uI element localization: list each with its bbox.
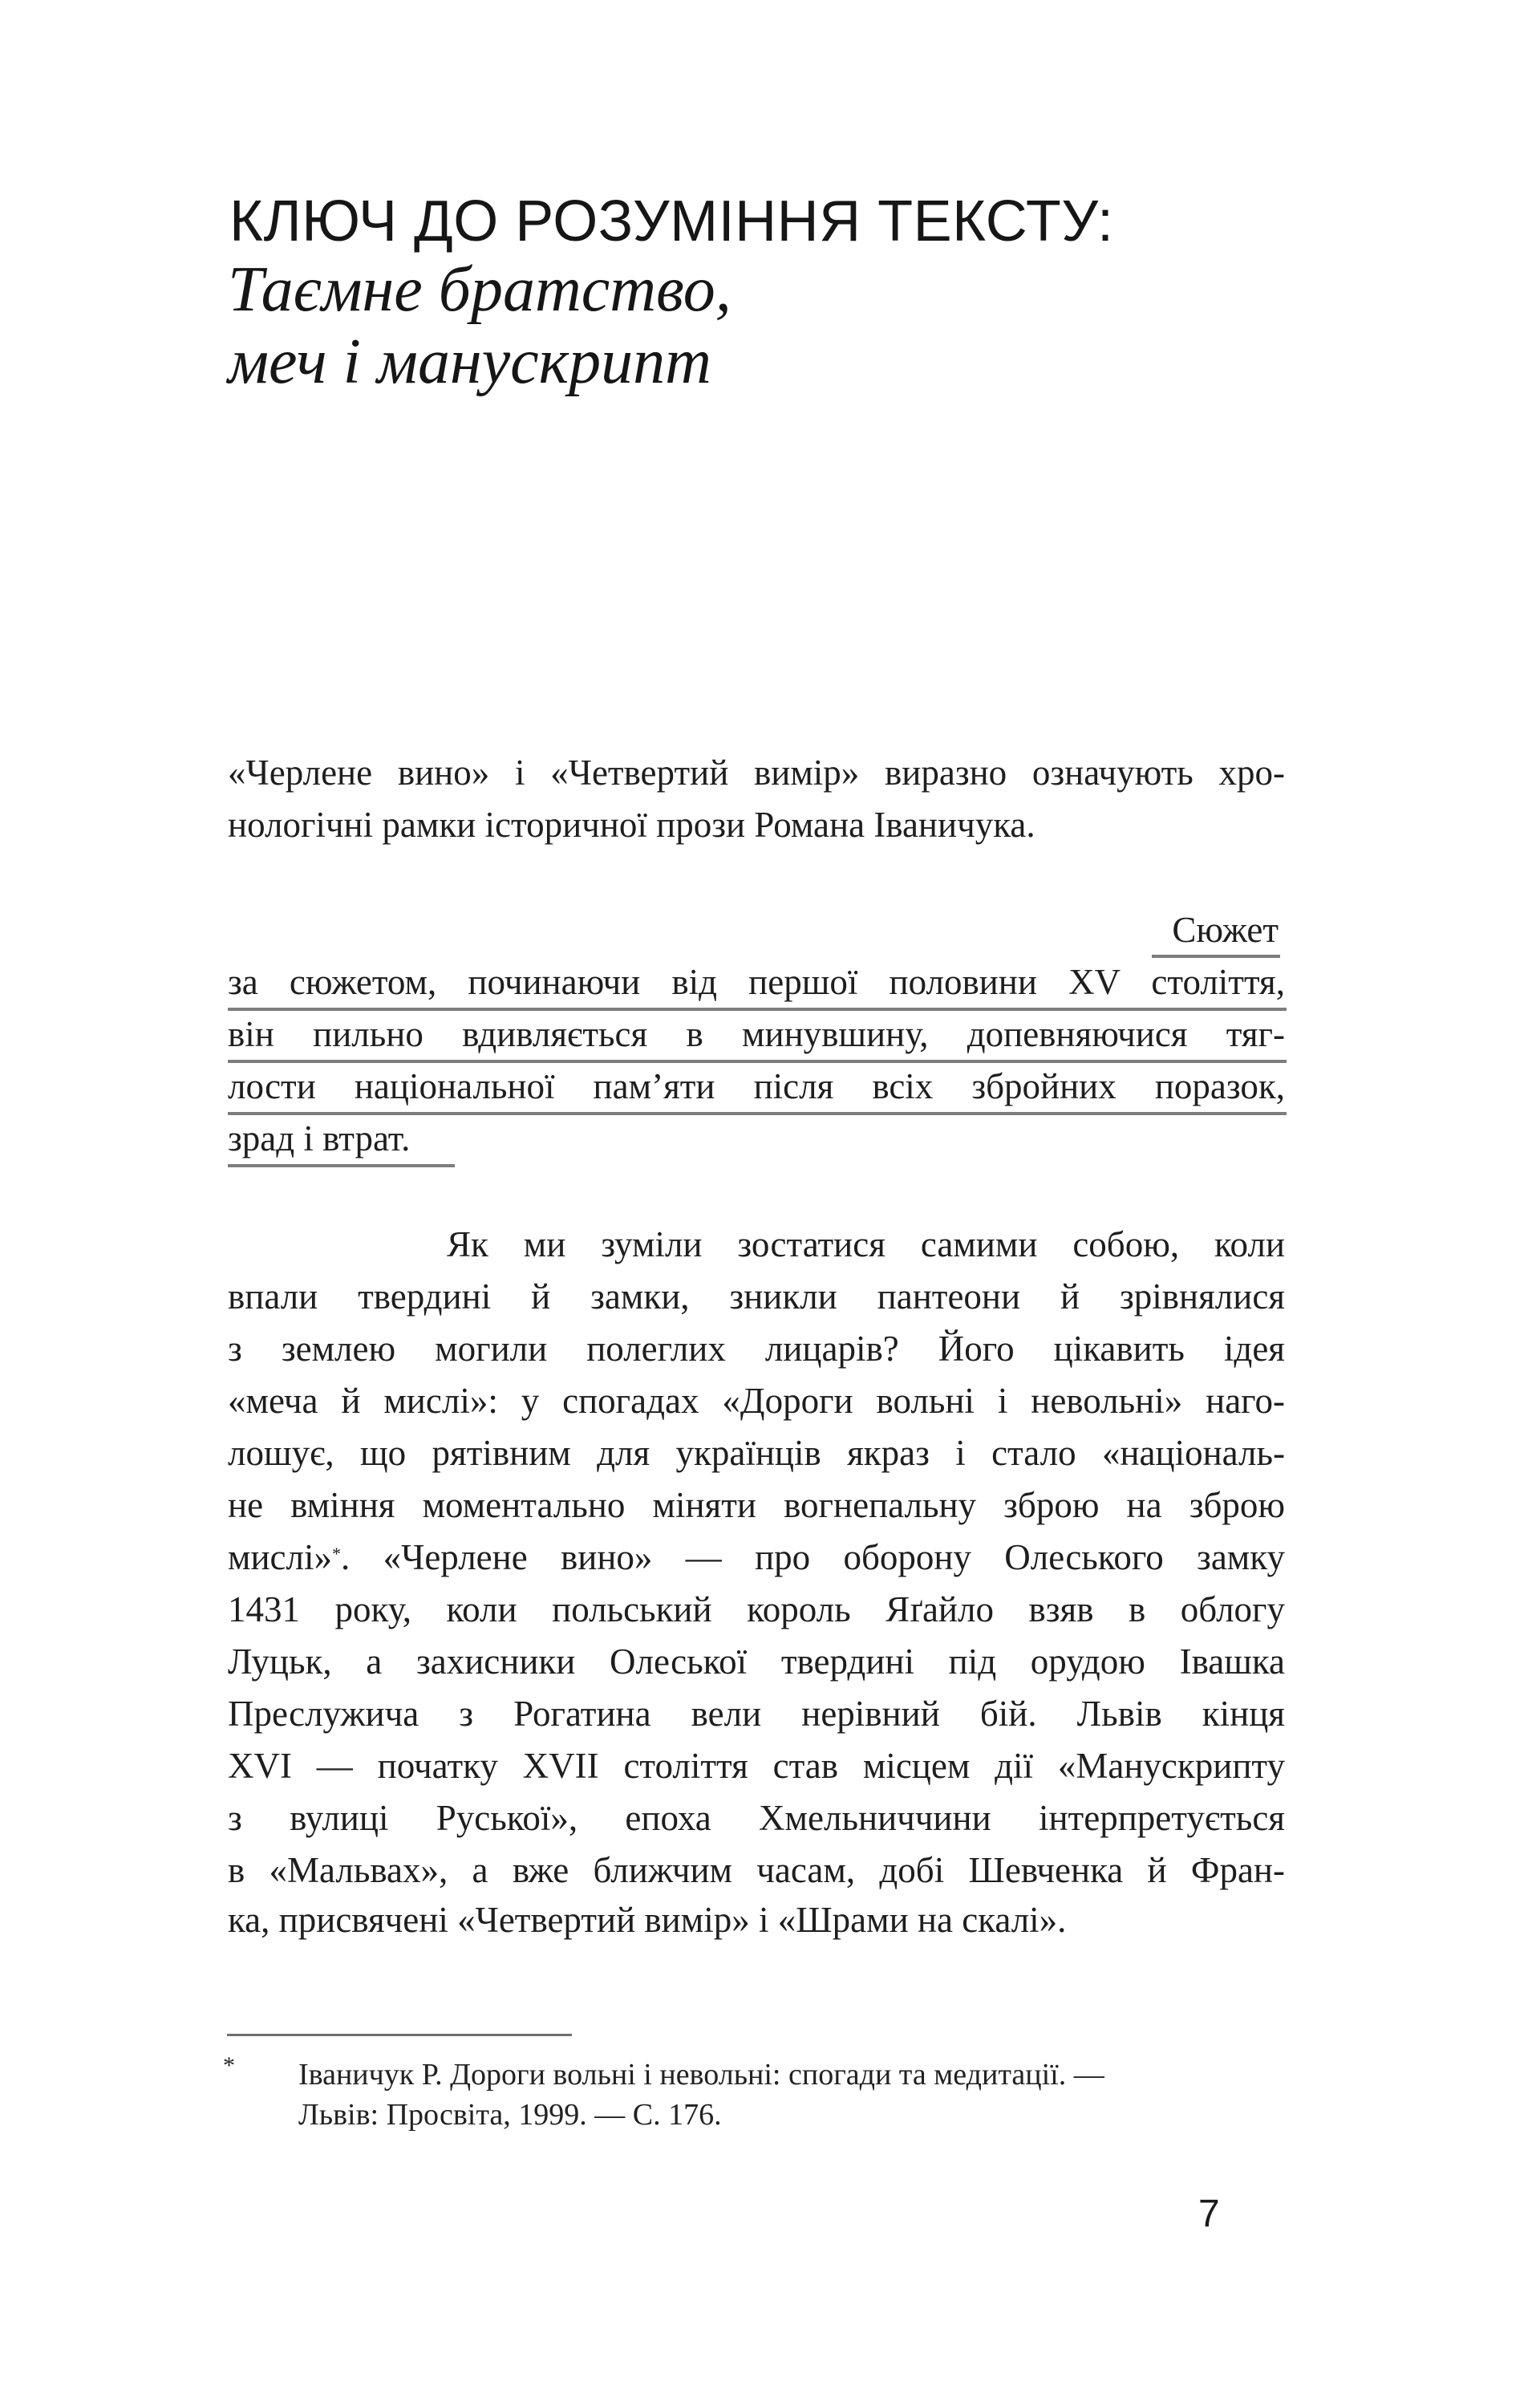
paragraph-3-line: XVI — початку XVII століття став місцем дії «Манускрипту <box>228 1746 1285 1786</box>
paragraph-3-line: Преслужича з Рогатина вели нерівний бій. Львів кінця <box>228 1694 1285 1734</box>
text-fragment: «Черлене вино» — про оборону Олеського замку <box>383 1537 1285 1577</box>
paragraph-1-line: «Черлене вино» і «Четвертий вимір» виразно означують хро- <box>228 753 1285 793</box>
footnote-text-line: Іваничук Р. Дороги вольні і невольні: спогади та медитації. — <box>298 2058 1104 2092</box>
paragraph-2-line: за сюжетом, починаючи від першої половини XV століття, <box>228 962 1285 1002</box>
footnote-marker: * <box>223 2052 235 2079</box>
paragraph-3-line: не вміння моментально міняти вогнепальну зброю на зброю <box>228 1485 1285 1525</box>
paragraph-3-line: впали твердині й замки, зникли пантеони й зрівнялися <box>228 1276 1285 1317</box>
paragraph-3-line: з землею могили полеглих лицарів? Його цікавить ідея <box>228 1329 1285 1369</box>
footnote-separator <box>227 2034 572 2036</box>
text-fragment: мислі» <box>228 1537 332 1577</box>
page-number: 7 <box>1198 2193 1220 2235</box>
paragraph-3-line: ка, присвячені «Четвертий вимір» і «Шрами на скалі». <box>228 1900 1067 1940</box>
footnote-reference[interactable]: * <box>332 1544 341 1564</box>
paragraph-3-line: «меча й мислі»: у спогадах «Дороги вольні і невольні» наго- <box>228 1381 1285 1421</box>
chapter-subtitle-line-2: меч і манускрипт <box>228 327 711 397</box>
paragraph-2-line: він пильно вдивляється в минувшину, допевняючися тяг- <box>228 1014 1285 1054</box>
paragraph-3-line: Луцьк, а захисники Олеської твердині під орудою Івашка <box>228 1641 1285 1682</box>
underline-rule <box>228 1164 455 1167</box>
underline-rule <box>228 1060 1287 1063</box>
paragraph-1-line: нологічні рамки історичної прози Романа Іваничука. <box>228 805 1035 845</box>
paragraph-2-line: зрад і втрат. <box>228 1118 411 1158</box>
paragraph-3-line-with-footnote: мислі»*. «Черлене вино» — про оборону Олеського замку <box>228 1537 1285 1577</box>
paragraph-3-line: в «Мальвах», а вже ближчим часам, добі Шевченка й Фран- <box>228 1850 1285 1890</box>
paragraph-2-line: лости національної пам’яти після всіх збройних поразок, <box>228 1066 1285 1106</box>
paragraph-2-line-subject: Сюжет <box>1172 910 1279 950</box>
paragraph-3-line: з вулиці Руської», епоха Хмельниччини інтерпретується <box>228 1798 1285 1838</box>
chapter-subtitle-line-1: Таємне братство, <box>228 254 732 325</box>
paragraph-3-line: лошує, що рятівним для українців якраз і стало «національ- <box>228 1433 1285 1473</box>
footnote-text-line: Львів: Просвіта, 1999. — С. 176. <box>298 2098 722 2132</box>
paragraph-3-line: 1431 року, коли польський король Яґайло взяв в облогу <box>228 1589 1285 1629</box>
chapter-title: КЛЮЧ ДО РОЗУМІННЯ ТЕКСТУ: <box>229 189 1114 254</box>
underline-rule <box>228 1008 1287 1011</box>
underline-rule <box>228 1112 1287 1115</box>
paragraph-3-line: Як ми зуміли зостатися самими собою, коли <box>447 1224 1285 1264</box>
underline-rule <box>1152 955 1280 958</box>
